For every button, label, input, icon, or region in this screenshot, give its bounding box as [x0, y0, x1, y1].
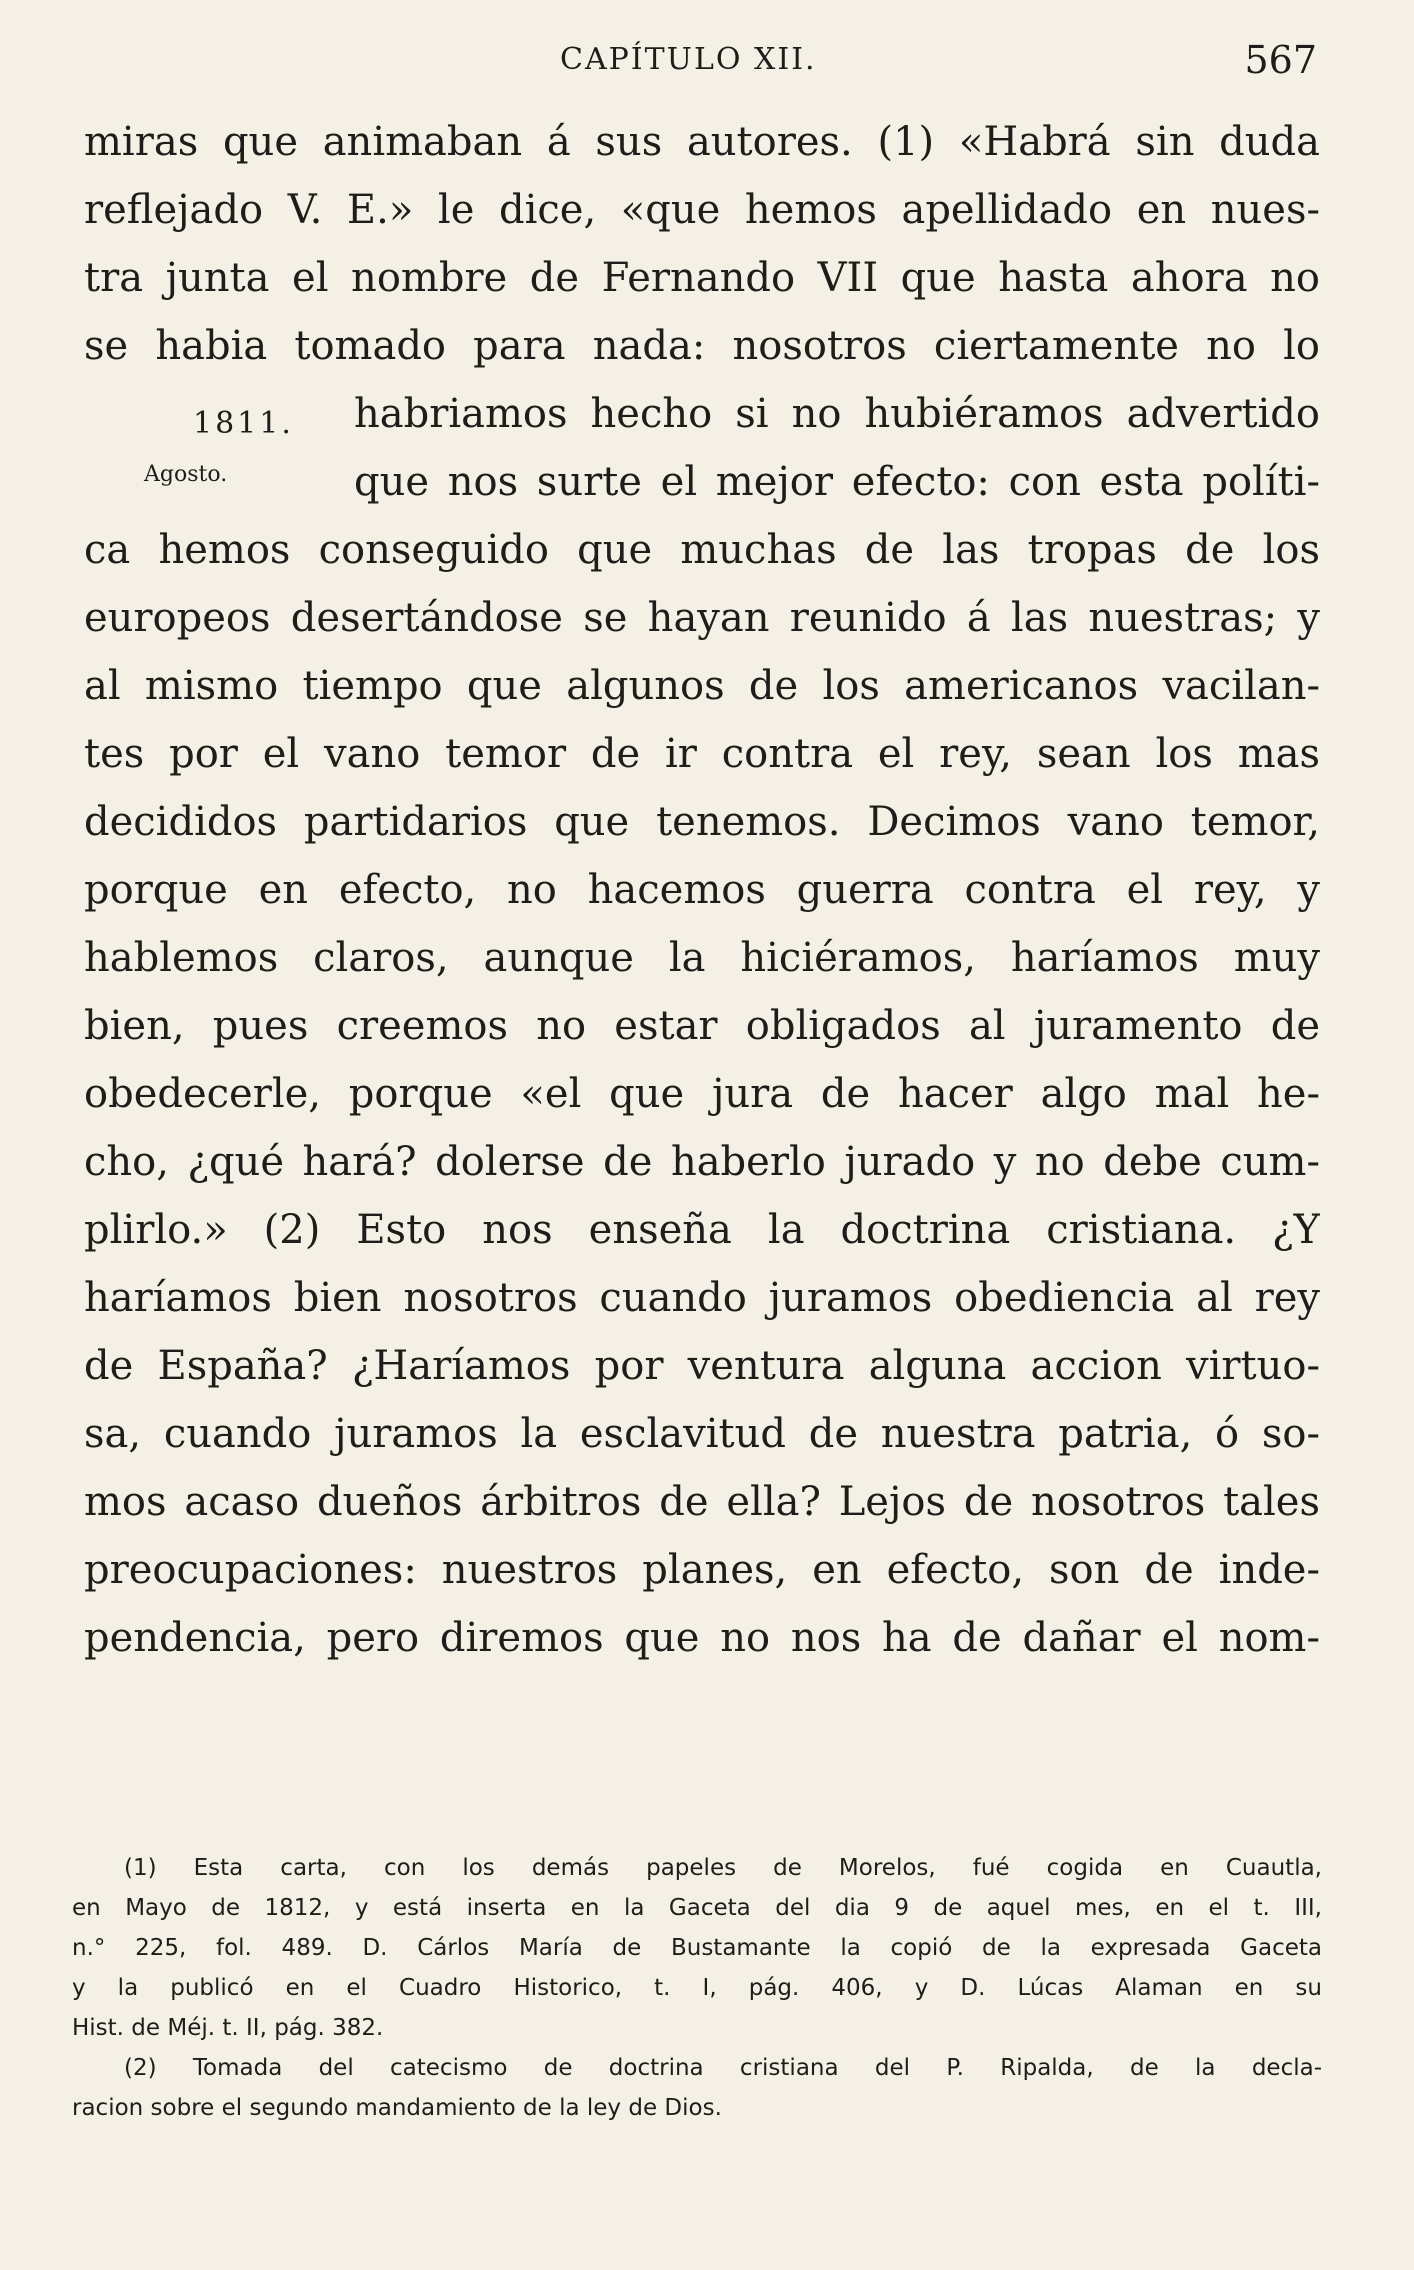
text-line: cho, ¿qué hará? dolerse de haberlo jurado y no debe cum-: [84, 1139, 1320, 1185]
text-line: que nos surte el mejor efecto: con esta políti-: [354, 459, 1320, 505]
footnote-1-line: en Mayo de 1812, y está inserta en la Gaceta del dia 9 de aquel mes, en el t. III,: [72, 1895, 1322, 1921]
footnote-2-line: racion sobre el segundo mandamiento de la ley de Dios.: [72, 2095, 722, 2121]
footnote-1-line: Hist. de Méj. t. II, pág. 382.: [72, 2015, 384, 2041]
text-line: obedecerle, porque «el que jura de hacer algo mal he-: [84, 1071, 1320, 1117]
margin-note-year: 1811.: [193, 406, 294, 441]
text-line: plirlo.» (2) Esto nos enseña la doctrina cristiana. ¿Y: [84, 1207, 1320, 1253]
text-line: decididos partidarios que tenemos. Decimos vano temor,: [84, 799, 1320, 845]
text-line: pendencia, pero diremos que no nos ha de dañar el nom-: [84, 1615, 1320, 1661]
text-line: europeos desertándose se hayan reunido á las nuestras; y: [84, 595, 1320, 641]
text-line: miras que animaban á sus autores. (1) «Habrá sin duda: [84, 119, 1320, 165]
running-header: [0, 38, 1414, 88]
text-line: tes por el vano temor de ir contra el rey, sean los mas: [84, 731, 1320, 777]
text-line: tra junta el nombre de Fernando VII que hasta ahora no: [84, 255, 1320, 301]
chapter-heading: CAPÍTULO XII.: [560, 42, 817, 77]
text-line: ca hemos conseguido que muchas de las tropas de los: [84, 527, 1320, 573]
footnote-1-line: (1) Esta carta, con los demás papeles de Morelos, fué cogida en Cuautla,: [124, 1855, 1322, 1881]
text-line: porque en efecto, no hacemos guerra contra el rey, y: [84, 867, 1320, 913]
footnote-1-line: y la publicó en el Cuadro Historico, t. I, pág. 406, y D. Lúcas Alaman en su: [72, 1975, 1322, 2001]
text-line: al mismo tiempo que algunos de los americanos vacilan-: [84, 663, 1320, 709]
text-line: mos acaso dueños árbitros de ella? Lejos de nosotros tales: [84, 1479, 1320, 1525]
text-line: haríamos bien nosotros cuando juramos obediencia al rey: [84, 1275, 1320, 1321]
page-number: 567: [1244, 38, 1317, 82]
text-line: se habia tomado para nada: nosotros ciertamente no lo: [84, 323, 1320, 369]
text-line: de España? ¿Haríamos por ventura alguna accion virtuo-: [84, 1343, 1320, 1389]
text-line: bien, pues creemos no estar obligados al juramento de: [84, 1003, 1320, 1049]
footnotes: [72, 1848, 1322, 2128]
margin-note-month: Agosto.: [144, 462, 228, 487]
footnote-2-line: (2) Tomada del catecismo de doctrina cristiana del P. Ripalda, de la decla-: [124, 2055, 1322, 2081]
text-line: sa, cuando juramos la esclavitud de nuestra patria, ó so-: [84, 1411, 1320, 1457]
text-line: habriamos hecho si no hubiéramos advertido: [354, 391, 1320, 437]
main-text: [84, 108, 1320, 1672]
text-line: reflejado V. E.» le dice, «que hemos apellidado en nues-: [84, 187, 1320, 233]
footnote-1-line: n.° 225, fol. 489. D. Cárlos María de Bustamante la copió de la expresada Gaceta: [72, 1935, 1322, 1961]
text-line: preocupaciones: nuestros planes, en efecto, son de inde-: [84, 1547, 1320, 1593]
text-line: hablemos claros, aunque la hiciéramos, haríamos muy: [84, 935, 1320, 981]
